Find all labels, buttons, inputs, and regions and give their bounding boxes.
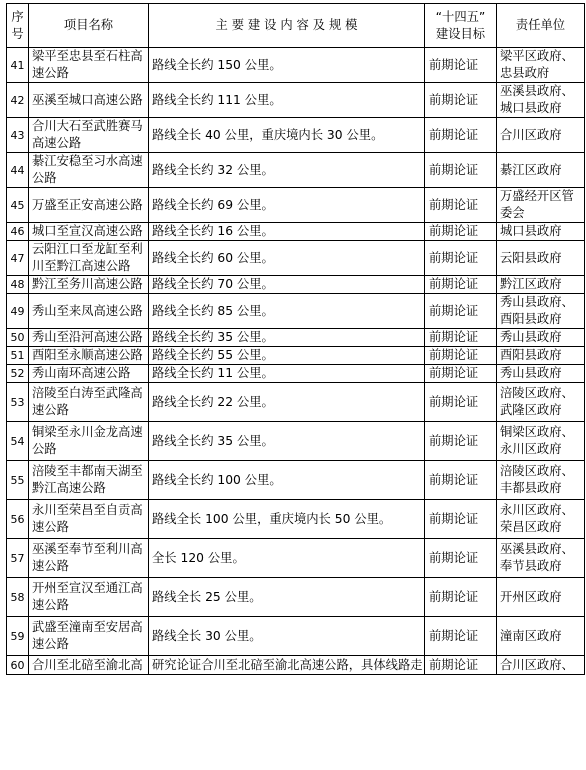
cell-name: 巫溪至城口高速公路 bbox=[29, 83, 149, 118]
cell-content: 路线全长约 55 公里。 bbox=[149, 347, 425, 365]
cell-content: 路线全长约 111 公里。 bbox=[149, 83, 425, 118]
cell-goal: 前期论证 bbox=[425, 153, 497, 188]
cell-goal: 前期论证 bbox=[425, 500, 497, 539]
cell-goal: 前期论证 bbox=[425, 83, 497, 118]
table-row bbox=[7, 294, 585, 329]
cell-content: 路线全长约 22 公里。 bbox=[149, 383, 425, 422]
cell-goal: 前期论证 bbox=[425, 118, 497, 153]
cell-unit: 綦江区政府 bbox=[497, 153, 585, 188]
cell-unit: 涪陵区政府、丰都县政府 bbox=[497, 461, 585, 500]
cell-goal: 前期论证 bbox=[425, 656, 497, 675]
cell-goal: 前期论证 bbox=[425, 347, 497, 365]
table-row bbox=[7, 276, 585, 294]
cell-content: 路线全长约 69 公里。 bbox=[149, 188, 425, 223]
cell-no: 50 bbox=[7, 329, 29, 347]
cell-no: 48 bbox=[7, 276, 29, 294]
cell-goal: 前期论证 bbox=[425, 617, 497, 656]
table-row bbox=[7, 223, 585, 241]
table-row bbox=[7, 461, 585, 500]
cell-unit: 秀山县政府 bbox=[497, 365, 585, 383]
cell-goal: 前期论证 bbox=[425, 294, 497, 329]
cell-goal: 前期论证 bbox=[425, 188, 497, 223]
cell-no: 42 bbox=[7, 83, 29, 118]
cell-content: 路线全长约 16 公里。 bbox=[149, 223, 425, 241]
cell-content: 研究论证合川至北碚至渝北高速公路，具体线路走 bbox=[149, 656, 425, 675]
table-row bbox=[7, 539, 585, 578]
table-row bbox=[7, 329, 585, 347]
cell-unit: 城口县政府 bbox=[497, 223, 585, 241]
table-header-row bbox=[7, 4, 585, 48]
cell-unit: 巫溪县政府、城口县政府 bbox=[497, 83, 585, 118]
cell-no: 44 bbox=[7, 153, 29, 188]
cell-goal: 前期论证 bbox=[425, 539, 497, 578]
table-row bbox=[7, 422, 585, 461]
table-row bbox=[7, 656, 585, 675]
cell-no: 49 bbox=[7, 294, 29, 329]
cell-content: 路线全长约 35 公里。 bbox=[149, 422, 425, 461]
cell-content: 路线全长约 150 公里。 bbox=[149, 48, 425, 83]
cell-unit: 开州区政府 bbox=[497, 578, 585, 617]
cell-name: 黔江至务川高速公路 bbox=[29, 276, 149, 294]
cell-name: 合川大石至武胜赛马高速公路 bbox=[29, 118, 149, 153]
cell-content: 路线全长约 100 公里。 bbox=[149, 461, 425, 500]
cell-goal: 前期论证 bbox=[425, 578, 497, 617]
cell-name: 涪陵至白涛至武隆高速公路 bbox=[29, 383, 149, 422]
cell-content: 路线全长约 60 公里。 bbox=[149, 241, 425, 276]
cell-unit: 巫溪县政府、奉节县政府 bbox=[497, 539, 585, 578]
cell-unit: 酉阳县政府 bbox=[497, 347, 585, 365]
cell-content: 路线全长约 85 公里。 bbox=[149, 294, 425, 329]
cell-unit: 秀山县政府 bbox=[497, 329, 585, 347]
table-row bbox=[7, 500, 585, 539]
cell-no: 55 bbox=[7, 461, 29, 500]
cell-goal: 前期论证 bbox=[425, 223, 497, 241]
cell-goal: 前期论证 bbox=[425, 365, 497, 383]
cell-name: 万盛至正安高速公路 bbox=[29, 188, 149, 223]
header-content: 主 要 建 设 内 容 及 规 模 bbox=[149, 4, 425, 48]
cell-unit: 永川区政府、荣昌区政府 bbox=[497, 500, 585, 539]
cell-name: 秀山至来凤高速公路 bbox=[29, 294, 149, 329]
header-goal bbox=[425, 4, 497, 48]
cell-unit: 秀山县政府、酉阳县政府 bbox=[497, 294, 585, 329]
cell-goal: 前期论证 bbox=[425, 276, 497, 294]
cell-name: 城口至宣汉高速公路 bbox=[29, 223, 149, 241]
table-row bbox=[7, 617, 585, 656]
header-goal-line2: 建设目标 bbox=[435, 26, 486, 41]
cell-content: 路线全长 25 公里。 bbox=[149, 578, 425, 617]
cell-unit: 潼南区政府 bbox=[497, 617, 585, 656]
cell-goal: 前期论证 bbox=[425, 329, 497, 347]
cell-no: 53 bbox=[7, 383, 29, 422]
table-row bbox=[7, 83, 585, 118]
cell-unit: 梁平区政府、忠县政府 bbox=[497, 48, 585, 83]
table-row bbox=[7, 383, 585, 422]
cell-unit: 黔江区政府 bbox=[497, 276, 585, 294]
cell-no: 57 bbox=[7, 539, 29, 578]
cell-no: 46 bbox=[7, 223, 29, 241]
cell-unit: 涪陵区政府、武隆区政府 bbox=[497, 383, 585, 422]
table-row bbox=[7, 347, 585, 365]
cell-name: 酉阳至永顺高速公路 bbox=[29, 347, 149, 365]
cell-content: 路线全长约 32 公里。 bbox=[149, 153, 425, 188]
cell-name: 合川至北碚至渝北高 bbox=[29, 656, 149, 675]
cell-no: 59 bbox=[7, 617, 29, 656]
cell-goal: 前期论证 bbox=[425, 48, 497, 83]
cell-name: 涪陵至丰都南天湖至黔江高速公路 bbox=[29, 461, 149, 500]
cell-name: 梁平至忠县至石柱高速公路 bbox=[29, 48, 149, 83]
cell-name: 云阳江口至龙缸至利川至黔江高速公路 bbox=[29, 241, 149, 276]
table-row bbox=[7, 578, 585, 617]
cell-no: 47 bbox=[7, 241, 29, 276]
cell-name: 武盛至潼南至安居高速公路 bbox=[29, 617, 149, 656]
cell-content: 路线全长 40 公里，重庆境内长 30 公里。 bbox=[149, 118, 425, 153]
cell-content: 路线全长约 35 公里。 bbox=[149, 329, 425, 347]
table-row bbox=[7, 153, 585, 188]
table-row bbox=[7, 365, 585, 383]
cell-name: 綦江安稳至习水高速公路 bbox=[29, 153, 149, 188]
table-row bbox=[7, 118, 585, 153]
header-goal-line1: “十四五” bbox=[435, 9, 486, 24]
cell-content: 路线全长约 11 公里。 bbox=[149, 365, 425, 383]
cell-no: 54 bbox=[7, 422, 29, 461]
cell-content: 路线全长 100 公里，重庆境内长 50 公里。 bbox=[149, 500, 425, 539]
cell-no: 52 bbox=[7, 365, 29, 383]
table-body bbox=[7, 48, 585, 675]
table-row bbox=[7, 188, 585, 223]
cell-unit: 云阳县政府 bbox=[497, 241, 585, 276]
cell-no: 56 bbox=[7, 500, 29, 539]
cell-unit: 铜梁区政府、永川区政府 bbox=[497, 422, 585, 461]
project-table bbox=[6, 3, 585, 675]
cell-goal: 前期论证 bbox=[425, 422, 497, 461]
header-name: 项目名称 bbox=[29, 4, 149, 48]
cell-name: 秀山至沿河高速公路 bbox=[29, 329, 149, 347]
cell-no: 43 bbox=[7, 118, 29, 153]
cell-no: 58 bbox=[7, 578, 29, 617]
cell-goal: 前期论证 bbox=[425, 383, 497, 422]
cell-goal: 前期论证 bbox=[425, 461, 497, 500]
cell-no: 45 bbox=[7, 188, 29, 223]
cell-unit: 万盛经开区管委会 bbox=[497, 188, 585, 223]
cell-no: 60 bbox=[7, 656, 29, 675]
cell-unit: 合川区政府 bbox=[497, 118, 585, 153]
cell-name: 巫溪至奉节至利川高速公路 bbox=[29, 539, 149, 578]
table-row bbox=[7, 241, 585, 276]
cell-no: 41 bbox=[7, 48, 29, 83]
cell-name: 永川至荣昌至自贡高速公路 bbox=[29, 500, 149, 539]
header-no: 序号 bbox=[7, 4, 29, 48]
cell-content: 路线全长 30 公里。 bbox=[149, 617, 425, 656]
cell-content: 路线全长约 70 公里。 bbox=[149, 276, 425, 294]
header-unit: 责任单位 bbox=[497, 4, 585, 48]
cell-goal: 前期论证 bbox=[425, 241, 497, 276]
cell-unit: 合川区政府、 bbox=[497, 656, 585, 675]
cell-name: 铜梁至永川金龙高速公路 bbox=[29, 422, 149, 461]
cell-name: 秀山南环高速公路 bbox=[29, 365, 149, 383]
table-row bbox=[7, 48, 585, 83]
cell-name: 开州至宣汉至通江高速公路 bbox=[29, 578, 149, 617]
cell-no: 51 bbox=[7, 347, 29, 365]
cell-content: 全长 120 公里。 bbox=[149, 539, 425, 578]
